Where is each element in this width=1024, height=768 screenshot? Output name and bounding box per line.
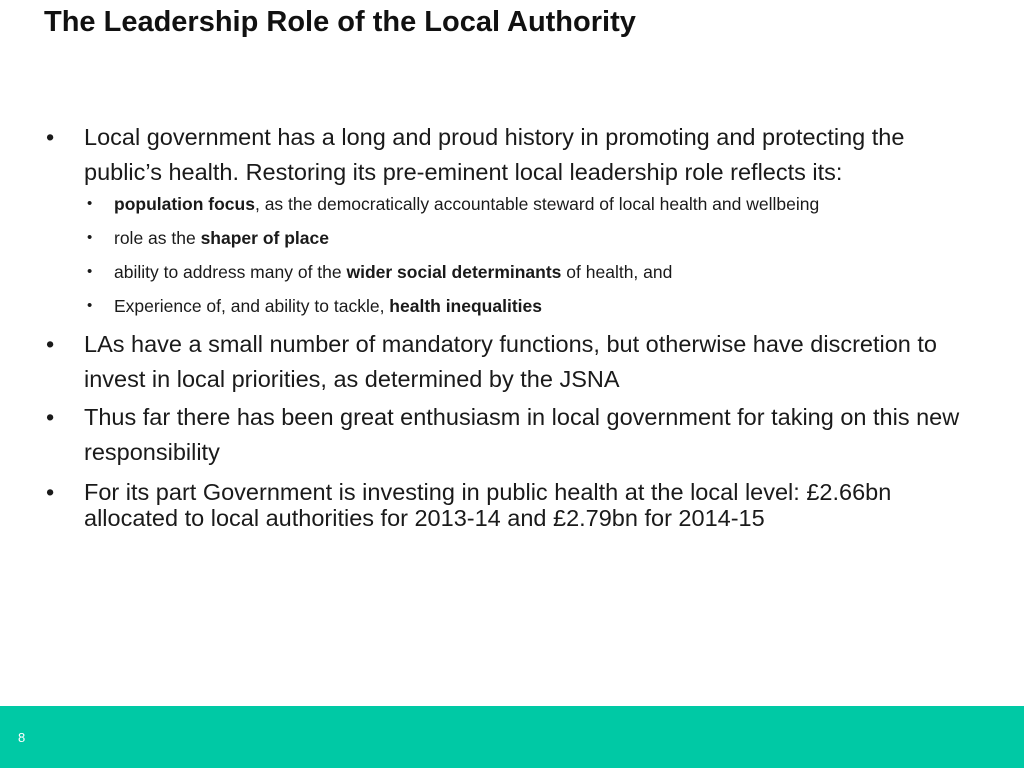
sub-bullet-social-determinants — [84, 259, 976, 285]
sub-bullet-shaper-of-place — [84, 225, 976, 251]
bullet-icon: • — [46, 479, 55, 505]
sub-bullet-text: of health, and — [561, 262, 673, 282]
page-number: 8 — [18, 730, 26, 745]
bold-term: population focus — [114, 194, 255, 214]
bullet-text: Local government has a long and proud history in promoting and protecting the public’s health. Restoring its pre-eminent local leadership role reflects its: — [84, 124, 905, 185]
sub-bullet-population-focus — [84, 191, 976, 217]
slide-body — [46, 120, 976, 535]
bullet-icon: • — [46, 404, 55, 430]
bold-term: shaper of place — [200, 228, 329, 248]
bullet-text: LAs have a small number of mandatory functions, but otherwise have discretion to invest in local priorities, as determined by the JSNA — [84, 331, 937, 392]
sub-bullet-text: Experience of, and ability to tackle, — [114, 296, 390, 316]
slide-title: The Leadership Role of the Local Authority — [44, 6, 636, 38]
sub-bullet-text: role as the — [114, 228, 201, 248]
bold-term: health inequalities — [389, 296, 542, 316]
bullet-text: Thus far there has been great enthusiasm in local government for taking on this new responsibility — [84, 404, 960, 465]
bullet-icon: • — [87, 229, 93, 246]
bold-term: wider social determinants — [346, 262, 562, 282]
bullet-item-enthusiasm — [46, 400, 976, 469]
bullet-icon: • — [87, 263, 93, 280]
bullet-item-history — [46, 120, 976, 319]
bullet-icon: • — [46, 331, 55, 357]
bullet-list — [46, 120, 976, 531]
bullet-item-mandatory-functions — [46, 327, 976, 396]
sub-bullet-list — [84, 191, 976, 319]
footer-bar — [0, 706, 1024, 768]
sub-bullet-text: , as the democratically accountable steward of local health and wellbeing — [254, 194, 820, 214]
bullet-icon: • — [87, 297, 93, 314]
bullet-icon: • — [46, 124, 55, 150]
bullet-text: For its part Government is investing in public health at the local level: £2.66bn allocated to local authorities for 2013-14 and £2.79bn for 2014-15 — [84, 479, 892, 531]
bullet-item-investment — [46, 479, 976, 531]
sub-bullet-health-inequalities — [84, 293, 976, 319]
bullet-icon: • — [87, 195, 93, 212]
sub-bullet-text: ability to address many of the — [114, 262, 347, 282]
